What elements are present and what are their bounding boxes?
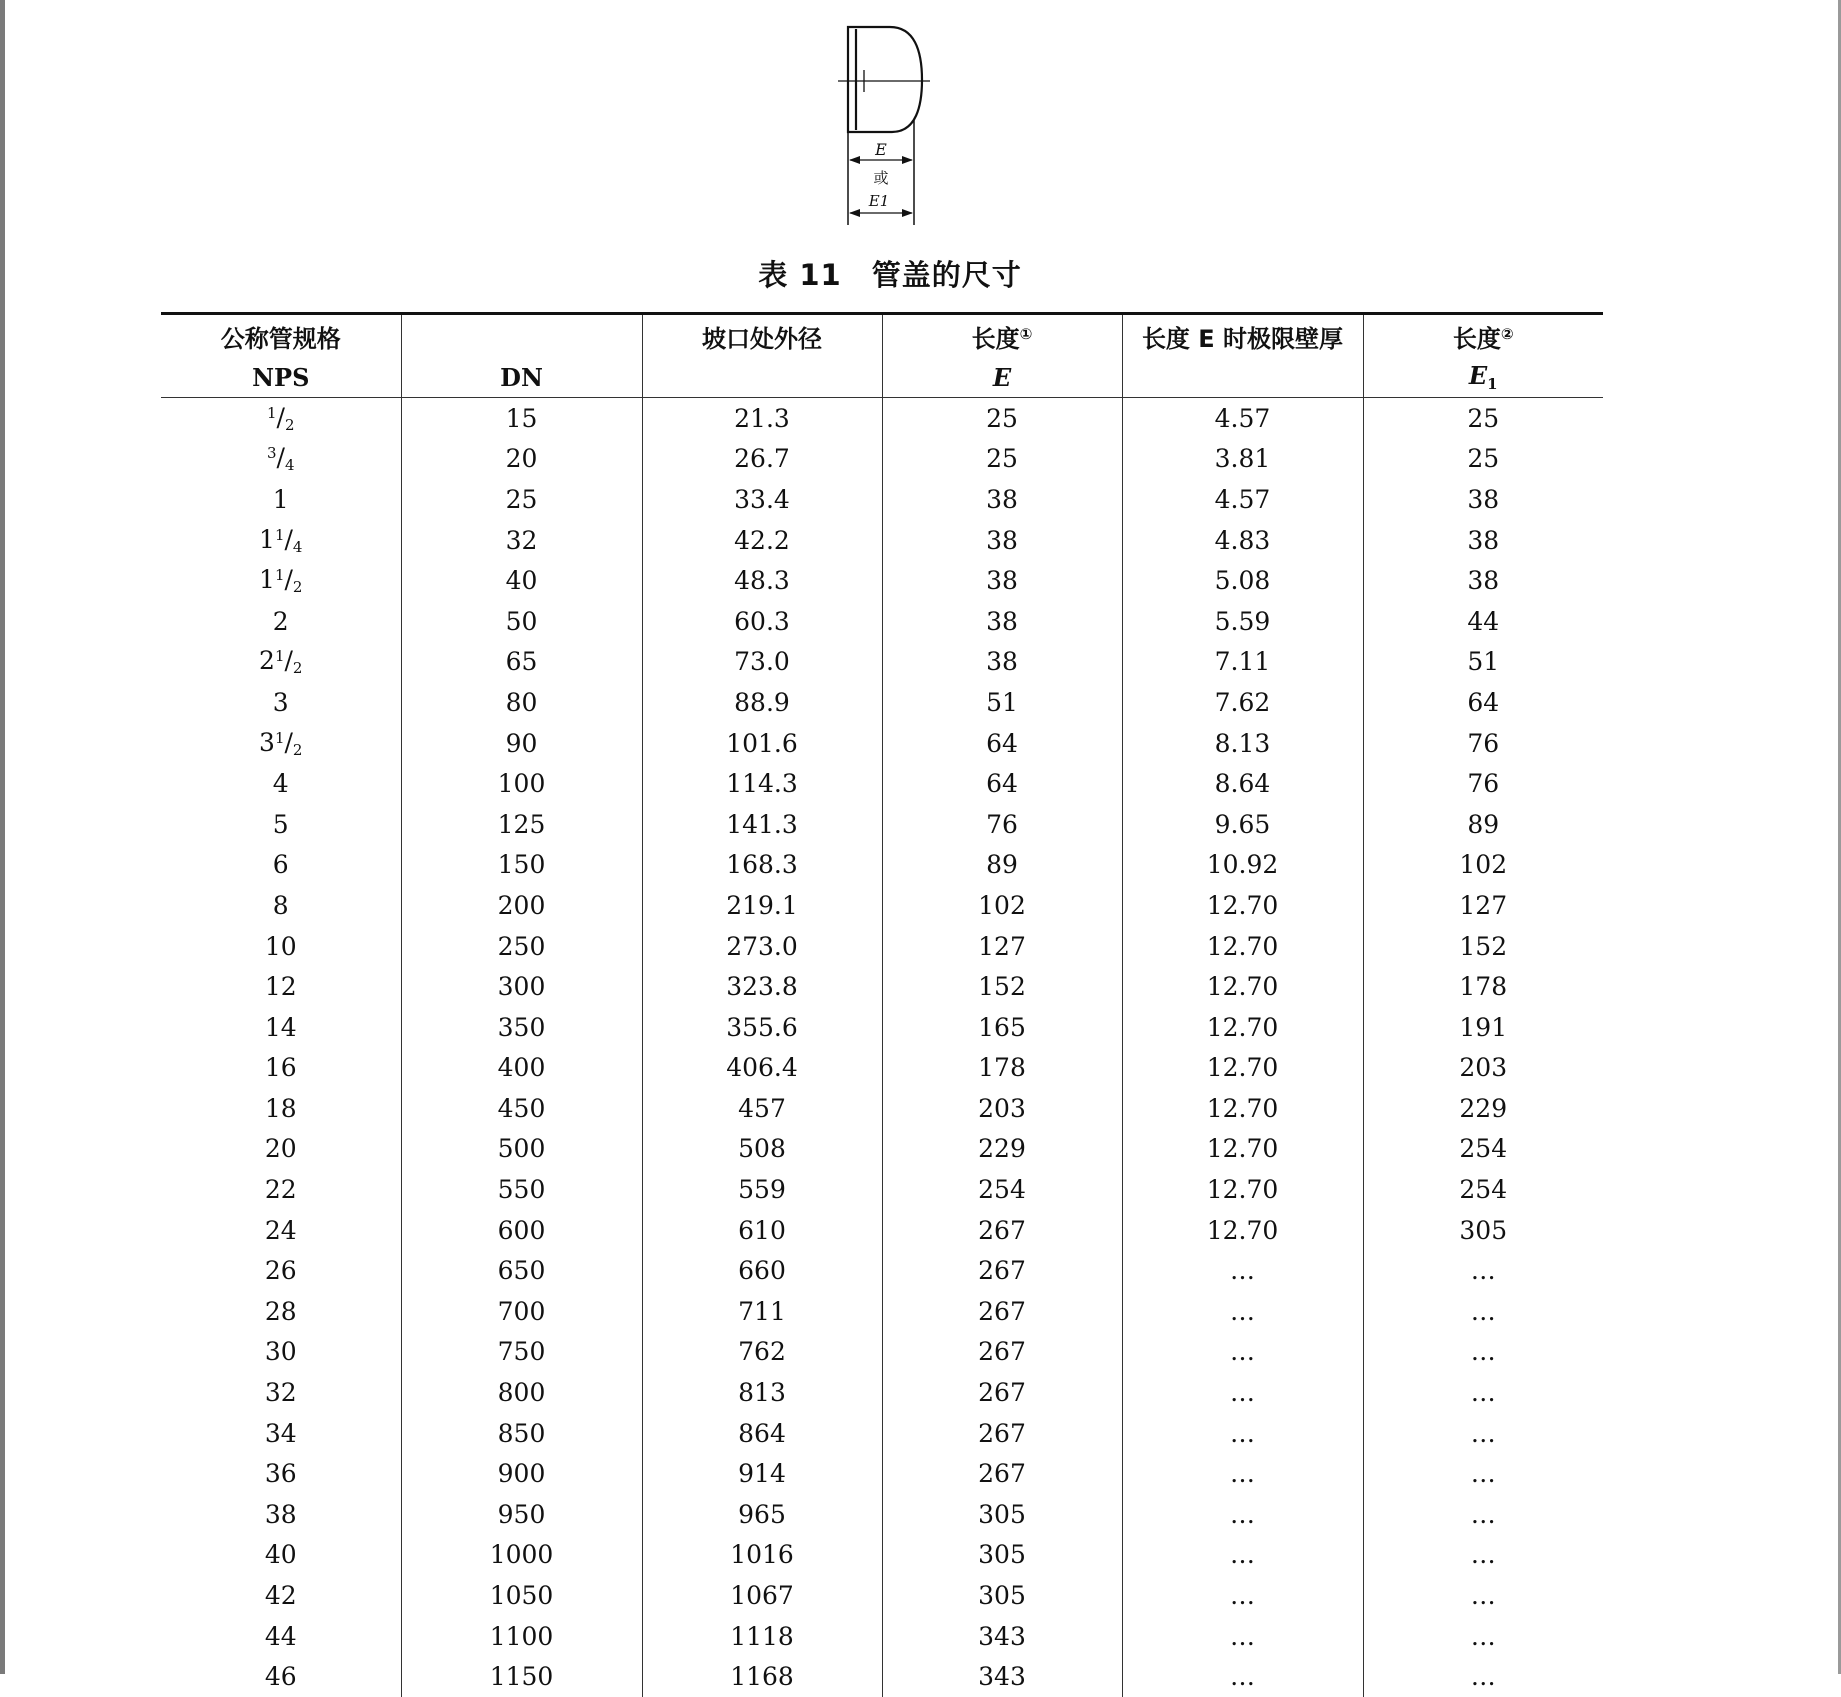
cell-outside-diameter: 965 (642, 1494, 882, 1535)
cell-outside-diameter: 73.0 (642, 642, 882, 683)
dim-e-label: E (874, 140, 887, 159)
table-row (161, 1088, 1603, 1129)
header-nps: NPS (161, 357, 401, 398)
cell-dn: 700 (401, 1291, 642, 1332)
cell-outside-diameter: 42.2 (642, 520, 882, 561)
cell-length-e: 267 (882, 1372, 1122, 1413)
cell-wall-thickness: 12.70 (1122, 1088, 1363, 1129)
cell-nps: 12 (161, 966, 401, 1007)
cell-dn: 200 (401, 885, 642, 926)
table-row (161, 439, 1603, 480)
cell-dn: 450 (401, 1088, 642, 1129)
cell-outside-diameter: 60.3 (642, 601, 882, 642)
cell-outside-diameter: 168.3 (642, 845, 882, 886)
cell-length-e: 38 (882, 642, 1122, 683)
cell-length-e: 229 (882, 1129, 1122, 1170)
cell-outside-diameter: 48.3 (642, 560, 882, 601)
cell-length-e1: 254 (1363, 1169, 1603, 1210)
cell-outside-diameter: 26.7 (642, 439, 882, 480)
cell-dn: 550 (401, 1169, 642, 1210)
header-od-sub (642, 357, 882, 398)
cell-nps: 44 (161, 1616, 401, 1657)
cell-outside-diameter: 1016 (642, 1535, 882, 1576)
cell-dn: 850 (401, 1413, 642, 1454)
cell-outside-diameter: 406.4 (642, 1048, 882, 1089)
cell-length-e: 267 (882, 1250, 1122, 1291)
cell-wall-thickness: 8.13 (1122, 723, 1363, 764)
cell-wall-thickness: 4.57 (1122, 479, 1363, 520)
cell-wall-thickness: … (1122, 1332, 1363, 1373)
table-row (161, 763, 1603, 804)
cell-dn: 1100 (401, 1616, 642, 1657)
cell-nps: 10 (161, 926, 401, 967)
cell-nps: $^3/_4$ (161, 439, 401, 480)
header-dn-blank (401, 314, 642, 358)
cell-length-e1: 229 (1363, 1088, 1603, 1129)
cell-wall-thickness: 4.57 (1122, 398, 1363, 439)
cell-outside-diameter: 1118 (642, 1616, 882, 1657)
cell-length-e: 38 (882, 560, 1122, 601)
table-row (161, 1494, 1603, 1535)
cell-outside-diameter: 219.1 (642, 885, 882, 926)
table-row (161, 1007, 1603, 1048)
table-row (161, 966, 1603, 1007)
cell-wall-thickness: 12.70 (1122, 1129, 1363, 1170)
cell-length-e1: … (1363, 1453, 1603, 1494)
cell-dn: 800 (401, 1372, 642, 1413)
cell-wall-thickness: 12.70 (1122, 1007, 1363, 1048)
cell-length-e1: 38 (1363, 560, 1603, 601)
table-row (161, 1291, 1603, 1332)
table-body (161, 398, 1603, 1697)
pipe-cap-drawing (830, 20, 940, 230)
cell-nps: 16 (161, 1048, 401, 1089)
cell-dn: 1050 (401, 1575, 642, 1616)
cell-nps: $1^1/_4$ (161, 520, 401, 561)
cell-outside-diameter: 813 (642, 1372, 882, 1413)
cell-outside-diameter: 610 (642, 1210, 882, 1251)
cell-wall-thickness: 5.08 (1122, 560, 1363, 601)
cell-nps: 40 (161, 1535, 401, 1576)
table-caption: 管盖的尺寸 (872, 258, 1022, 292)
cell-dn: 100 (401, 763, 642, 804)
table-row (161, 1616, 1603, 1657)
cell-length-e: 38 (882, 479, 1122, 520)
cell-outside-diameter: 1168 (642, 1656, 882, 1697)
table-row (161, 642, 1603, 683)
footnote-2-marker: ② (1501, 325, 1514, 343)
cell-length-e: 267 (882, 1413, 1122, 1454)
cell-length-e1: … (1363, 1291, 1603, 1332)
cell-nps: $^1/_2$ (161, 398, 401, 439)
cell-length-e: 178 (882, 1048, 1122, 1089)
cell-length-e: 305 (882, 1575, 1122, 1616)
header-outside-diameter: 坡口处外径 (642, 314, 882, 358)
table-row (161, 1575, 1603, 1616)
cell-wall-thickness: … (1122, 1453, 1363, 1494)
cell-outside-diameter: 323.8 (642, 966, 882, 1007)
cell-outside-diameter: 141.3 (642, 804, 882, 845)
cell-length-e1: … (1363, 1494, 1603, 1535)
header-nps-cn: 公称管规格 (161, 314, 401, 358)
footnote-1-marker: ① (1020, 325, 1033, 343)
cell-outside-diameter: 864 (642, 1413, 882, 1454)
dim-e1-label: E1 (868, 192, 890, 210)
cell-outside-diameter: 101.6 (642, 723, 882, 764)
table-row (161, 1048, 1603, 1089)
cell-length-e1: 203 (1363, 1048, 1603, 1089)
cell-dn: 400 (401, 1048, 642, 1089)
cell-nps: 20 (161, 1129, 401, 1170)
cell-wall-thickness: … (1122, 1575, 1363, 1616)
cell-nps: 30 (161, 1332, 401, 1373)
cell-length-e1: … (1363, 1535, 1603, 1576)
cell-outside-diameter: 762 (642, 1332, 882, 1373)
cell-nps: 38 (161, 1494, 401, 1535)
cell-nps: 32 (161, 1372, 401, 1413)
cell-outside-diameter: 88.9 (642, 682, 882, 723)
table-row (161, 926, 1603, 967)
cell-length-e1: 25 (1363, 398, 1603, 439)
page-left-edge (0, 0, 5, 1674)
header-dn: DN (401, 357, 642, 398)
cell-dn: 15 (401, 398, 642, 439)
cell-dn: 600 (401, 1210, 642, 1251)
cell-wall-thickness: 12.70 (1122, 966, 1363, 1007)
cell-nps: 5 (161, 804, 401, 845)
table-row (161, 601, 1603, 642)
cell-length-e: 38 (882, 520, 1122, 561)
table-row (161, 398, 1603, 439)
cell-length-e1: 25 (1363, 439, 1603, 480)
cell-wall-thickness: 7.62 (1122, 682, 1363, 723)
cell-length-e1: 89 (1363, 804, 1603, 845)
cell-nps: 34 (161, 1413, 401, 1454)
cell-length-e1: … (1363, 1372, 1603, 1413)
cell-wall-thickness: 4.83 (1122, 520, 1363, 561)
cell-length-e: 267 (882, 1453, 1122, 1494)
pipe-cap-dimension-table (161, 312, 1603, 1697)
table-row (161, 682, 1603, 723)
cell-outside-diameter: 711 (642, 1291, 882, 1332)
cell-length-e1: … (1363, 1575, 1603, 1616)
cell-wall-thickness: … (1122, 1535, 1363, 1576)
cell-nps: 46 (161, 1656, 401, 1697)
cell-dn: 32 (401, 520, 642, 561)
table-row (161, 560, 1603, 601)
cell-length-e1: 254 (1363, 1129, 1603, 1170)
cell-length-e: 305 (882, 1494, 1122, 1535)
table-row (161, 1413, 1603, 1454)
cell-length-e1: 51 (1363, 642, 1603, 683)
cell-dn: 650 (401, 1250, 642, 1291)
cell-nps: 26 (161, 1250, 401, 1291)
cell-length-e1: … (1363, 1413, 1603, 1454)
cell-nps: 24 (161, 1210, 401, 1251)
cell-wall-thickness: 10.92 (1122, 845, 1363, 886)
cell-outside-diameter: 660 (642, 1250, 882, 1291)
cell-wall-thickness: … (1122, 1494, 1363, 1535)
header-e1-symbol: $E_1$ (1363, 357, 1603, 398)
header-length-e1-text: 长度 (1453, 325, 1501, 353)
cell-nps: 28 (161, 1291, 401, 1332)
cell-nps: 3 (161, 682, 401, 723)
cell-outside-diameter: 355.6 (642, 1007, 882, 1048)
cell-length-e: 203 (882, 1088, 1122, 1129)
table-row (161, 723, 1603, 764)
table-row (161, 1129, 1603, 1170)
cell-dn: 900 (401, 1453, 642, 1494)
cell-outside-diameter: 1067 (642, 1575, 882, 1616)
table-row (161, 1210, 1603, 1251)
cell-length-e1: 38 (1363, 479, 1603, 520)
cell-nps: $2^1/_2$ (161, 642, 401, 683)
header-wall-sub (1122, 357, 1363, 398)
cell-nps: 4 (161, 763, 401, 804)
table-row (161, 1656, 1603, 1697)
cell-length-e: 152 (882, 966, 1122, 1007)
cell-dn: 25 (401, 479, 642, 520)
cell-dn: 350 (401, 1007, 642, 1048)
cell-wall-thickness: … (1122, 1413, 1363, 1454)
header-e-symbol: E (882, 357, 1122, 398)
cell-length-e1: 127 (1363, 885, 1603, 926)
cell-nps: 1 (161, 479, 401, 520)
cell-wall-thickness: 12.70 (1122, 926, 1363, 967)
cell-wall-thickness: 5.59 (1122, 601, 1363, 642)
cell-outside-diameter: 914 (642, 1453, 882, 1494)
table-title (0, 253, 1780, 294)
cell-nps: 42 (161, 1575, 401, 1616)
cell-length-e: 267 (882, 1210, 1122, 1251)
cell-length-e1: 76 (1363, 723, 1603, 764)
cell-wall-thickness: … (1122, 1291, 1363, 1332)
cell-outside-diameter: 33.4 (642, 479, 882, 520)
cell-dn: 1150 (401, 1656, 642, 1697)
table-row (161, 1250, 1603, 1291)
cell-dn: 50 (401, 601, 642, 642)
cell-dn: 80 (401, 682, 642, 723)
cell-length-e: 267 (882, 1332, 1122, 1373)
cell-length-e: 343 (882, 1616, 1122, 1657)
cell-nps: 6 (161, 845, 401, 886)
table-row (161, 1535, 1603, 1576)
cell-wall-thickness: 12.70 (1122, 1048, 1363, 1089)
cell-length-e1: 191 (1363, 1007, 1603, 1048)
cell-nps: 2 (161, 601, 401, 642)
cell-wall-thickness: 9.65 (1122, 804, 1363, 845)
cell-length-e1: 38 (1363, 520, 1603, 561)
cell-outside-diameter: 114.3 (642, 763, 882, 804)
cell-length-e1: 76 (1363, 763, 1603, 804)
cell-nps: 22 (161, 1169, 401, 1210)
table-number: 表 11 (758, 258, 841, 292)
cell-length-e: 343 (882, 1656, 1122, 1697)
cell-length-e: 76 (882, 804, 1122, 845)
cell-outside-diameter: 273.0 (642, 926, 882, 967)
cell-length-e1: … (1363, 1250, 1603, 1291)
cell-wall-thickness: 12.70 (1122, 885, 1363, 926)
cell-length-e: 64 (882, 763, 1122, 804)
cell-wall-thickness: … (1122, 1656, 1363, 1697)
cell-length-e1: 178 (1363, 966, 1603, 1007)
cell-length-e: 127 (882, 926, 1122, 967)
cell-length-e1: 152 (1363, 926, 1603, 967)
table-row (161, 1169, 1603, 1210)
cell-length-e: 305 (882, 1535, 1122, 1576)
cell-length-e: 254 (882, 1169, 1122, 1210)
cell-nps: 36 (161, 1453, 401, 1494)
cell-dn: 950 (401, 1494, 642, 1535)
cell-dn: 125 (401, 804, 642, 845)
header-length-e1 (1363, 314, 1603, 358)
header-wall-thickness: 长度 E 时极限壁厚 (1122, 314, 1363, 358)
cell-nps: $3^1/_2$ (161, 723, 401, 764)
cell-nps: 8 (161, 885, 401, 926)
cell-dn: 20 (401, 439, 642, 480)
cell-length-e: 38 (882, 601, 1122, 642)
cell-dn: 150 (401, 845, 642, 886)
table-row (161, 885, 1603, 926)
header-length-e-text: 长度 (972, 325, 1020, 353)
table-row (161, 845, 1603, 886)
cell-wall-thickness: 7.11 (1122, 642, 1363, 683)
cell-length-e: 102 (882, 885, 1122, 926)
cell-outside-diameter: 21.3 (642, 398, 882, 439)
cell-length-e1: … (1363, 1332, 1603, 1373)
cell-outside-diameter: 508 (642, 1129, 882, 1170)
cell-length-e: 267 (882, 1291, 1122, 1332)
cell-dn: 90 (401, 723, 642, 764)
cell-dn: 750 (401, 1332, 642, 1373)
cell-length-e1: 102 (1363, 845, 1603, 886)
cell-dn: 65 (401, 642, 642, 683)
cell-wall-thickness: 12.70 (1122, 1169, 1363, 1210)
cell-length-e1: 305 (1363, 1210, 1603, 1251)
cell-wall-thickness: … (1122, 1616, 1363, 1657)
cell-wall-thickness: 12.70 (1122, 1210, 1363, 1251)
cell-wall-thickness: 8.64 (1122, 763, 1363, 804)
cell-length-e1: … (1363, 1656, 1603, 1697)
table-row (161, 1453, 1603, 1494)
cell-length-e: 89 (882, 845, 1122, 886)
cell-wall-thickness: … (1122, 1250, 1363, 1291)
cell-wall-thickness: 3.81 (1122, 439, 1363, 480)
cell-dn: 250 (401, 926, 642, 967)
table-row (161, 1372, 1603, 1413)
cell-length-e: 25 (882, 398, 1122, 439)
cell-outside-diameter: 559 (642, 1169, 882, 1210)
table-row (161, 520, 1603, 561)
cell-nps: 18 (161, 1088, 401, 1129)
header-length-e (882, 314, 1122, 358)
cell-length-e: 165 (882, 1007, 1122, 1048)
cell-dn: 40 (401, 560, 642, 601)
cell-dn: 500 (401, 1129, 642, 1170)
table-row (161, 1332, 1603, 1373)
cell-wall-thickness: … (1122, 1372, 1363, 1413)
cell-dn: 300 (401, 966, 642, 1007)
cell-length-e1: 64 (1363, 682, 1603, 723)
cell-dn: 1000 (401, 1535, 642, 1576)
table-row (161, 804, 1603, 845)
cell-outside-diameter: 457 (642, 1088, 882, 1129)
cell-length-e1: … (1363, 1616, 1603, 1657)
cell-length-e: 51 (882, 682, 1122, 723)
cell-length-e: 64 (882, 723, 1122, 764)
cell-nps: 14 (161, 1007, 401, 1048)
dimension-table-container (161, 312, 1603, 1697)
cell-length-e1: 44 (1363, 601, 1603, 642)
table-row (161, 479, 1603, 520)
cell-length-e: 25 (882, 439, 1122, 480)
dim-or-label: 或 (873, 169, 888, 187)
cell-nps: $1^1/_2$ (161, 560, 401, 601)
